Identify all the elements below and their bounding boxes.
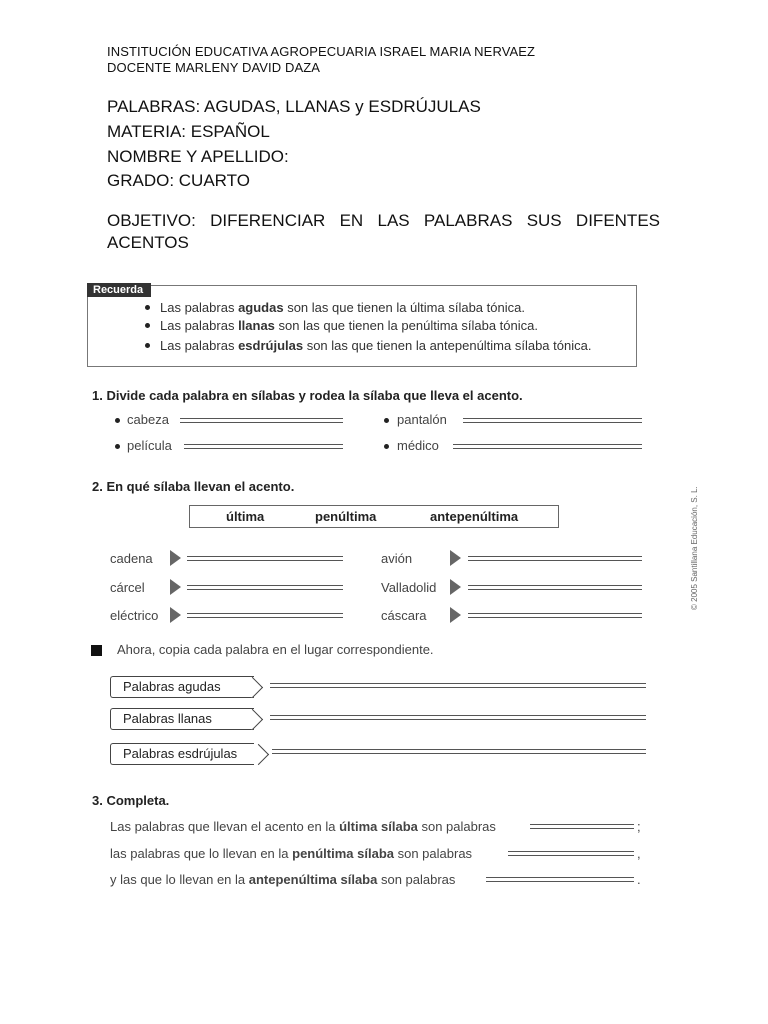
bullet-icon: [384, 418, 389, 423]
bullet-icon: [115, 444, 120, 449]
grade-line: GRADO: CUARTO: [107, 171, 250, 190]
arrow-icon: [450, 607, 461, 623]
q2-word: cárcel: [110, 580, 145, 595]
answer-line[interactable]: [453, 444, 642, 449]
q3-line: las palabras que lo llevan en la penúltima sílaba son palabras: [110, 846, 473, 861]
arrow-icon: [450, 579, 461, 595]
answer-line[interactable]: [187, 613, 343, 618]
accent-option: antepenúltima: [430, 509, 519, 524]
answer-line[interactable]: [270, 683, 646, 688]
worksheet-topic: PALABRAS: AGUDAS, LLANAS y ESDRÚJULAS: [107, 97, 481, 116]
answer-line[interactable]: [468, 556, 642, 561]
answer-line[interactable]: [272, 749, 646, 754]
category-label: Palabras agudas: [110, 676, 254, 698]
answer-line[interactable]: [180, 418, 343, 423]
recuerda-item: Las palabras esdrújulas son las que tienen la antepenúltima sílaba tónica.: [145, 338, 591, 353]
q3-line-end: ,: [637, 846, 641, 861]
teacher-name: DOCENTE MARLENY DAVID DAZA: [107, 60, 321, 75]
category-label: Palabras esdrújulas: [110, 743, 254, 765]
answer-line[interactable]: [468, 585, 642, 590]
recuerda-item: Las palabras llanas son las que tienen la penúltima sílaba tónica.: [145, 318, 538, 333]
accent-option: última: [226, 509, 265, 524]
recuerda-tag: Recuerda: [87, 283, 151, 297]
bullet-icon: [384, 444, 389, 449]
q3-title: 3. Completa.: [92, 793, 170, 808]
q2-word: avión: [381, 551, 413, 566]
answer-line[interactable]: [187, 585, 343, 590]
arrow-icon: [170, 550, 181, 566]
bullet-icon: [145, 343, 150, 348]
category-label: Palabras llanas: [110, 708, 254, 730]
q1-word: película: [127, 438, 172, 453]
q2-instruction: Ahora, copia cada palabra en el lugar correspondiente.: [117, 642, 434, 657]
objective-text: OBJETIVO: DIFERENCIAR EN LAS PALABRAS SUS DIFENTES ACENTOS: [107, 211, 660, 252]
bullet-icon: [145, 323, 150, 328]
q3-line-end: ;: [637, 819, 641, 834]
q3-line: y las que lo llevan en la antepenúltima sílaba son palabras: [110, 872, 456, 887]
accent-option: penúltima: [315, 509, 377, 524]
q2-word: cáscara: [381, 608, 427, 623]
q3-line: Las palabras que llevan el acento en la última sílaba son palabras: [110, 819, 496, 834]
q2-word: cadena: [110, 551, 153, 566]
answer-line[interactable]: [468, 613, 642, 618]
bullet-icon: [145, 305, 150, 310]
institution-name: INSTITUCIÓN EDUCATIVA AGROPECUARIA ISRAEL MARIA NERVAEZ: [107, 44, 536, 59]
bullet-icon: [115, 418, 120, 423]
q2-word: Valladolid: [381, 580, 437, 595]
answer-line[interactable]: [187, 556, 343, 561]
arrow-icon: [170, 579, 181, 595]
answer-line[interactable]: [270, 715, 646, 720]
subject-line: MATERIA: ESPAÑOL: [107, 122, 270, 141]
answer-line[interactable]: [530, 824, 634, 829]
q2-title: 2. En qué sílaba llevan el acento.: [92, 479, 295, 494]
q1-title: 1. Divide cada palabra en sílabas y rodea la sílaba que lleva el acento.: [92, 388, 523, 403]
answer-line[interactable]: [184, 444, 343, 449]
q1-word: cabeza: [127, 412, 169, 427]
answer-line[interactable]: [463, 418, 642, 423]
q1-word: médico: [397, 438, 439, 453]
recuerda-item: Las palabras agudas son las que tienen la última sílaba tónica.: [145, 300, 525, 315]
square-bullet-icon: [91, 645, 102, 656]
answer-line[interactable]: [486, 877, 634, 882]
q1-word: pantalón: [397, 412, 447, 427]
accent-options-box: [189, 505, 559, 528]
answer-line[interactable]: [508, 851, 634, 856]
student-name-line: NOMBRE Y APELLIDO:: [107, 147, 289, 166]
copyright-text: © 2005 Santillana Educación, S. L.: [690, 486, 699, 610]
arrow-icon: [170, 607, 181, 623]
q3-line-end: .: [637, 872, 641, 887]
arrow-icon: [450, 550, 461, 566]
q2-word: eléctrico: [110, 608, 159, 623]
